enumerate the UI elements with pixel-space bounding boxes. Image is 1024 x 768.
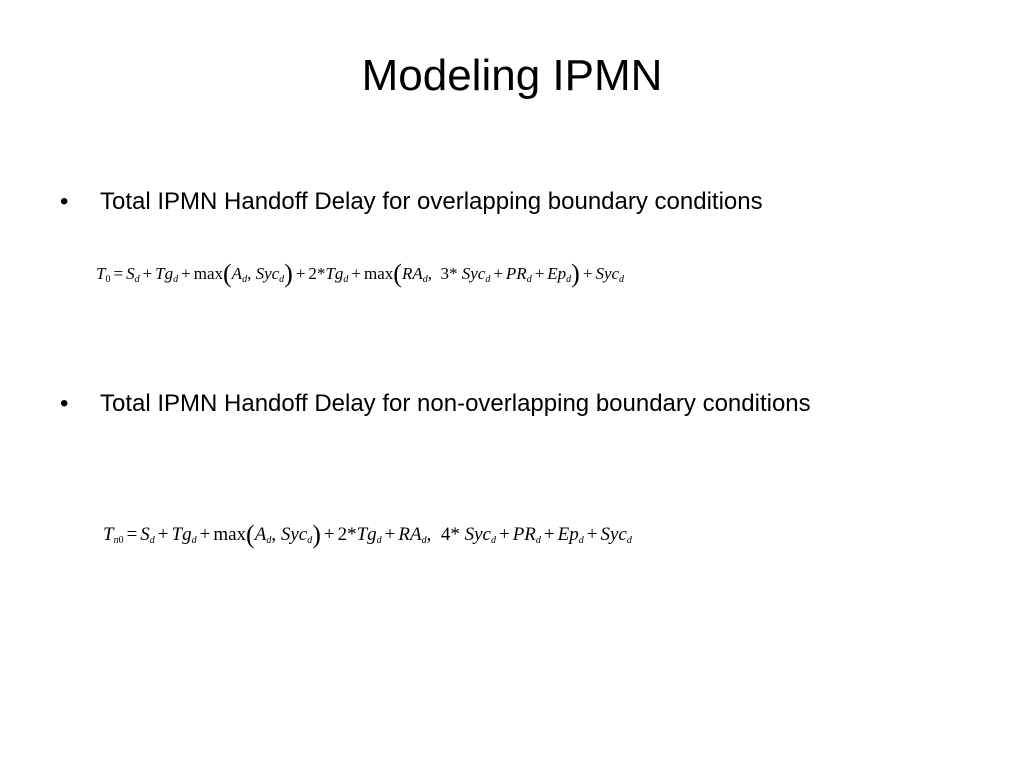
bullet-item-overlapping <box>60 185 940 219</box>
equation-non-overlapping: $T_{n0} = S_d + Tg_d + \max(A_d$, $Syc_d) + 2*Tg_d + RA_d$, 4* $Syc_d + PR_d + Ep_d + Syc_d$ <box>103 520 632 549</box>
bullet-mark: • <box>60 390 69 417</box>
bullet-item-non-overlapping <box>60 387 820 421</box>
bullet-text: Total IPMN Handoff Delay for overlapping boundary conditions <box>100 188 763 215</box>
equation-overlapping: $T_0 = S_d + Tg_d + \max(A_d$, $Syc_d) + 2*Tg_d + \max(RA_d$, 3* $Syc_d + PR_d + Ep_d) + Syc_d$ <box>96 259 625 288</box>
bullet-mark: • <box>60 188 69 215</box>
bullet-text: Total IPMN Handoff Delay for non-overlapping boundary conditions <box>100 390 811 417</box>
slide-title: Modeling IPMN <box>361 51 663 100</box>
